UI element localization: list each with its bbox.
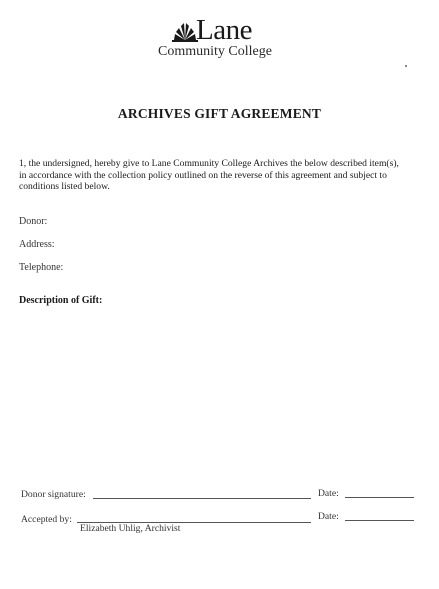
description-of-gift-heading: Description of Gift:	[19, 295, 103, 306]
scan-speck	[405, 65, 407, 67]
donor-date-label: Date:	[318, 488, 339, 499]
donor-signature-line	[93, 498, 311, 499]
donor-signature-label: Donor signature:	[21, 489, 86, 500]
document-title: ARCHIVES GIFT AGREEMENT	[117, 106, 322, 121]
intro-line-1: 1, the undersigned, hereby give to Lane Community College Archives the below described item(s),	[19, 158, 399, 169]
intro-line-2: in accordance with the collection policy outlined on the reverse of this agreement and subject to	[19, 169, 387, 181]
donor-date-line	[345, 497, 414, 498]
agreement-intro	[19, 158, 434, 193]
accepted-date-line	[345, 520, 414, 521]
intro-line-3: conditions listed below.	[19, 181, 110, 192]
college-logo-name: Lane	[196, 14, 252, 46]
address-field-label: Address:	[19, 239, 55, 250]
college-logo-subtitle: Community College	[158, 44, 272, 59]
lane-logo-sunburst-icon	[172, 20, 198, 42]
donor-field-label: Donor:	[19, 216, 48, 227]
telephone-field-label: Telephone:	[19, 262, 64, 273]
accepted-date-label: Date:	[318, 511, 339, 522]
accepted-by-label: Accepted by:	[21, 514, 72, 525]
archivist-name: Elizabeth Uhlig, Archivist	[80, 523, 181, 534]
